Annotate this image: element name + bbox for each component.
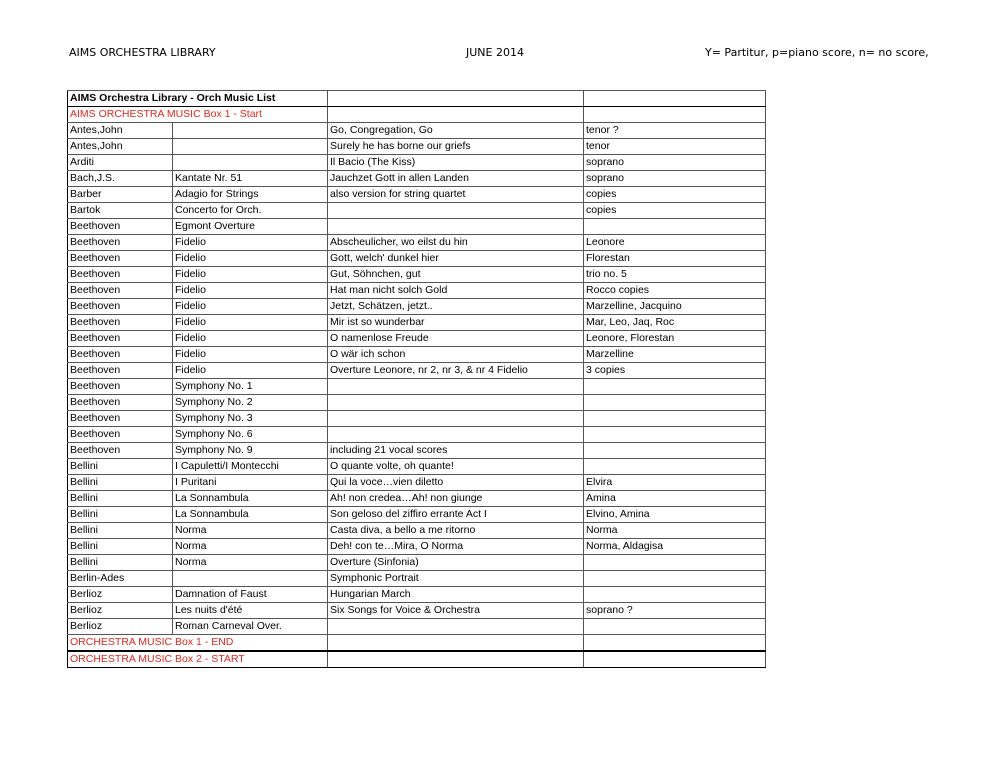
table-row bbox=[68, 187, 766, 203]
composer-cell: Bellini bbox=[68, 459, 173, 475]
table-row bbox=[68, 219, 766, 235]
composer-cell: Berlioz bbox=[68, 603, 173, 619]
work-cell bbox=[173, 139, 328, 155]
work-cell: Fidelio bbox=[173, 267, 328, 283]
work-cell: Fidelio bbox=[173, 347, 328, 363]
notes-cell: Norma bbox=[584, 523, 766, 539]
notes-cell: Rocco copies bbox=[584, 283, 766, 299]
music-list-table bbox=[67, 90, 766, 668]
piece-cell: including 21 vocal scores bbox=[328, 443, 584, 459]
notes-cell: Mar, Leo, Jaq, Roc bbox=[584, 315, 766, 331]
table-title-row bbox=[68, 91, 766, 107]
table-cell bbox=[328, 107, 584, 123]
piece-cell: O quante volte, oh quante! bbox=[328, 459, 584, 475]
composer-cell: Arditi bbox=[68, 155, 173, 171]
composer-cell: Bellini bbox=[68, 475, 173, 491]
notes-cell bbox=[584, 619, 766, 635]
header-date: JUNE 2014 bbox=[466, 46, 524, 59]
table-row bbox=[68, 283, 766, 299]
composer-cell: Beethoven bbox=[68, 219, 173, 235]
composer-cell: Bellini bbox=[68, 523, 173, 539]
composer-cell: Beethoven bbox=[68, 347, 173, 363]
work-cell: Symphony No. 1 bbox=[173, 379, 328, 395]
notes-cell bbox=[584, 571, 766, 587]
work-cell: I Puritani bbox=[173, 475, 328, 491]
piece-cell bbox=[328, 203, 584, 219]
box1-end-row bbox=[68, 635, 766, 652]
composer-cell: Bellini bbox=[68, 507, 173, 523]
table-row bbox=[68, 411, 766, 427]
piece-cell: Son geloso del ziffiro errante Act I bbox=[328, 507, 584, 523]
piece-cell: Overture (Sinfonia) bbox=[328, 555, 584, 571]
piece-cell: Mir ist so wunderbar bbox=[328, 315, 584, 331]
notes-cell: soprano ? bbox=[584, 603, 766, 619]
work-cell: Concerto for Orch. bbox=[173, 203, 328, 219]
table-row bbox=[68, 443, 766, 459]
work-cell: Fidelio bbox=[173, 251, 328, 267]
table-row bbox=[68, 203, 766, 219]
piece-cell bbox=[328, 379, 584, 395]
table-cell bbox=[584, 91, 766, 107]
table-row bbox=[68, 299, 766, 315]
piece-cell: Jetzt, Schätzen, jetzt.. bbox=[328, 299, 584, 315]
notes-cell: Amina bbox=[584, 491, 766, 507]
music-list-body bbox=[68, 91, 766, 668]
work-cell: La Sonnambula bbox=[173, 507, 328, 523]
table-title: AIMS Orchestra Library - Orch Music List bbox=[68, 91, 328, 107]
piece-cell: Surely he has borne our griefs bbox=[328, 139, 584, 155]
table-row bbox=[68, 331, 766, 347]
header-left-title: AIMS ORCHESTRA LIBRARY bbox=[69, 46, 216, 59]
notes-cell: tenor bbox=[584, 139, 766, 155]
work-cell: Fidelio bbox=[173, 315, 328, 331]
composer-cell: Beethoven bbox=[68, 395, 173, 411]
table-row bbox=[68, 267, 766, 283]
notes-cell bbox=[584, 555, 766, 571]
composer-cell: Beethoven bbox=[68, 363, 173, 379]
table-cell bbox=[328, 651, 584, 668]
piece-cell: Deh! con te…Mira, O Norma bbox=[328, 539, 584, 555]
notes-cell: tenor ? bbox=[584, 123, 766, 139]
piece-cell: also version for string quartet bbox=[328, 187, 584, 203]
work-cell: Les nuits d'été bbox=[173, 603, 328, 619]
table-row bbox=[68, 491, 766, 507]
table-row bbox=[68, 395, 766, 411]
piece-cell: Hat man nicht solch Gold bbox=[328, 283, 584, 299]
piece-cell bbox=[328, 395, 584, 411]
notes-cell: Marzelline bbox=[584, 347, 766, 363]
header-legend: Y= Partitur, p=piano score, n= no score, bbox=[705, 46, 929, 59]
work-cell: Symphony No. 6 bbox=[173, 427, 328, 443]
notes-cell bbox=[584, 395, 766, 411]
composer-cell: Beethoven bbox=[68, 331, 173, 347]
table-row bbox=[68, 459, 766, 475]
table-row bbox=[68, 379, 766, 395]
table-row bbox=[68, 539, 766, 555]
table-row bbox=[68, 523, 766, 539]
composer-cell: Bellini bbox=[68, 555, 173, 571]
work-cell: Fidelio bbox=[173, 299, 328, 315]
composer-cell: Beethoven bbox=[68, 443, 173, 459]
work-cell: Adagio for Strings bbox=[173, 187, 328, 203]
table-cell bbox=[328, 91, 584, 107]
table-row bbox=[68, 363, 766, 379]
notes-cell bbox=[584, 587, 766, 603]
piece-cell: Qui la voce…vien diletto bbox=[328, 475, 584, 491]
work-cell: Fidelio bbox=[173, 363, 328, 379]
composer-cell: Beethoven bbox=[68, 299, 173, 315]
table-row bbox=[68, 427, 766, 443]
composer-cell: Bach,J.S. bbox=[68, 171, 173, 187]
composer-cell: Bartok bbox=[68, 203, 173, 219]
notes-cell: Elvira bbox=[584, 475, 766, 491]
composer-cell: Antes,John bbox=[68, 139, 173, 155]
piece-cell: Six Songs for Voice & Orchestra bbox=[328, 603, 584, 619]
work-cell bbox=[173, 123, 328, 139]
work-cell: Fidelio bbox=[173, 235, 328, 251]
table-row bbox=[68, 555, 766, 571]
notes-cell: copies bbox=[584, 187, 766, 203]
notes-cell bbox=[584, 459, 766, 475]
notes-cell: copies bbox=[584, 203, 766, 219]
piece-cell: Casta diva, a bello a me ritorno bbox=[328, 523, 584, 539]
notes-cell bbox=[584, 379, 766, 395]
table-row bbox=[68, 315, 766, 331]
notes-cell bbox=[584, 427, 766, 443]
table-row bbox=[68, 587, 766, 603]
table-row bbox=[68, 603, 766, 619]
table-row bbox=[68, 235, 766, 251]
work-cell bbox=[173, 155, 328, 171]
table-row bbox=[68, 123, 766, 139]
piece-cell: Gut, Söhnchen, gut bbox=[328, 267, 584, 283]
composer-cell: Berlin-Ades bbox=[68, 571, 173, 587]
composer-cell: Beethoven bbox=[68, 235, 173, 251]
table-row bbox=[68, 251, 766, 267]
piece-cell: Abscheulicher, wo eilst du hin bbox=[328, 235, 584, 251]
box2-start-label: ORCHESTRA MUSIC Box 2 - START bbox=[68, 651, 328, 668]
piece-cell bbox=[328, 219, 584, 235]
composer-cell: Berlioz bbox=[68, 619, 173, 635]
box1-end-label: ORCHESTRA MUSIC Box 1 - END bbox=[68, 635, 328, 652]
box2-start-row bbox=[68, 651, 766, 668]
composer-cell: Bellini bbox=[68, 539, 173, 555]
work-cell: Fidelio bbox=[173, 331, 328, 347]
composer-cell: Beethoven bbox=[68, 379, 173, 395]
table-row bbox=[68, 507, 766, 523]
work-cell: Symphony No. 2 bbox=[173, 395, 328, 411]
piece-cell: Gott, welch' dunkel hier bbox=[328, 251, 584, 267]
notes-cell: Florestan bbox=[584, 251, 766, 267]
piece-cell: Il Bacio (The Kiss) bbox=[328, 155, 584, 171]
composer-cell: Beethoven bbox=[68, 315, 173, 331]
piece-cell bbox=[328, 619, 584, 635]
composer-cell: Beethoven bbox=[68, 251, 173, 267]
table-cell bbox=[584, 107, 766, 123]
composer-cell: Beethoven bbox=[68, 427, 173, 443]
piece-cell: Hungarian March bbox=[328, 587, 584, 603]
table-row bbox=[68, 139, 766, 155]
notes-cell: trio no. 5 bbox=[584, 267, 766, 283]
notes-cell: 3 copies bbox=[584, 363, 766, 379]
table-cell bbox=[328, 635, 584, 652]
work-cell: Egmont Overture bbox=[173, 219, 328, 235]
notes-cell bbox=[584, 411, 766, 427]
work-cell: Damnation of Faust bbox=[173, 587, 328, 603]
notes-cell: Marzelline, Jacquino bbox=[584, 299, 766, 315]
box1-start-row bbox=[68, 107, 766, 123]
composer-cell: Beethoven bbox=[68, 411, 173, 427]
piece-cell: Symphonic Portrait bbox=[328, 571, 584, 587]
piece-cell: Ah! non credea…Ah! non giunge bbox=[328, 491, 584, 507]
table-row bbox=[68, 571, 766, 587]
work-cell bbox=[173, 571, 328, 587]
work-cell: Norma bbox=[173, 539, 328, 555]
table-row bbox=[68, 155, 766, 171]
table-row bbox=[68, 619, 766, 635]
table-cell bbox=[584, 635, 766, 652]
table-row bbox=[68, 347, 766, 363]
box1-start-label: AIMS ORCHESTRA MUSIC Box 1 - Start bbox=[68, 107, 328, 123]
piece-cell bbox=[328, 427, 584, 443]
composer-cell: Bellini bbox=[68, 491, 173, 507]
work-cell: Symphony No. 3 bbox=[173, 411, 328, 427]
piece-cell: Overture Leonore, nr 2, nr 3, & nr 4 Fidelio bbox=[328, 363, 584, 379]
work-cell: Roman Carneval Over. bbox=[173, 619, 328, 635]
piece-cell: O namenlose Freude bbox=[328, 331, 584, 347]
table-cell bbox=[584, 651, 766, 668]
work-cell: I Capuletti/I Montecchi bbox=[173, 459, 328, 475]
composer-cell: Berlioz bbox=[68, 587, 173, 603]
composer-cell: Barber bbox=[68, 187, 173, 203]
piece-cell: O wär ich schon bbox=[328, 347, 584, 363]
table-row bbox=[68, 171, 766, 187]
composer-cell: Beethoven bbox=[68, 267, 173, 283]
work-cell: Fidelio bbox=[173, 283, 328, 299]
notes-cell: Norma, Aldagisa bbox=[584, 539, 766, 555]
notes-cell: soprano bbox=[584, 155, 766, 171]
work-cell: Norma bbox=[173, 555, 328, 571]
piece-cell bbox=[328, 411, 584, 427]
notes-cell: Elvino, Amina bbox=[584, 507, 766, 523]
work-cell: Kantate Nr. 51 bbox=[173, 171, 328, 187]
notes-cell: Leonore bbox=[584, 235, 766, 251]
composer-cell: Beethoven bbox=[68, 283, 173, 299]
notes-cell bbox=[584, 443, 766, 459]
work-cell: La Sonnambula bbox=[173, 491, 328, 507]
composer-cell: Antes,John bbox=[68, 123, 173, 139]
piece-cell: Go, Congregation, Go bbox=[328, 123, 584, 139]
table-row bbox=[68, 475, 766, 491]
notes-cell: soprano bbox=[584, 171, 766, 187]
notes-cell bbox=[584, 219, 766, 235]
piece-cell: Jauchzet Gott in allen Landen bbox=[328, 171, 584, 187]
notes-cell: Leonore, Florestan bbox=[584, 331, 766, 347]
work-cell: Norma bbox=[173, 523, 328, 539]
work-cell: Symphony No. 9 bbox=[173, 443, 328, 459]
